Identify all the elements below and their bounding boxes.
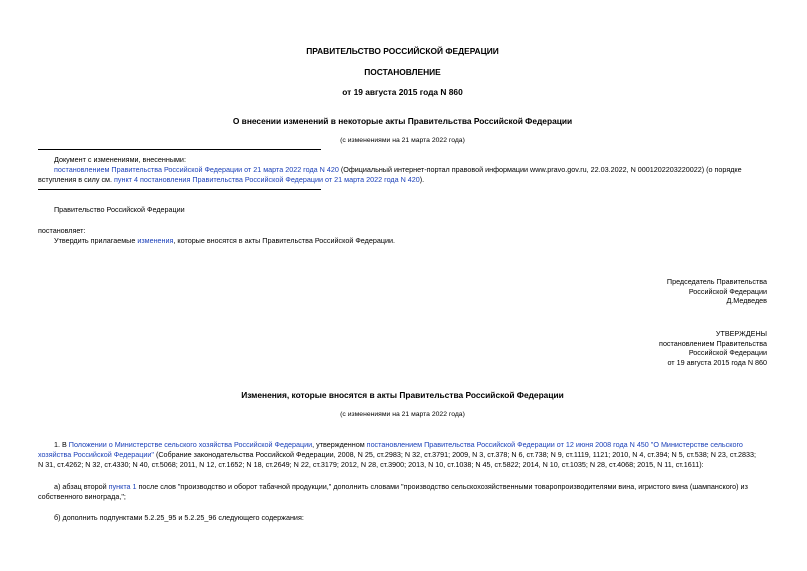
signature-block: [567, 277, 767, 306]
signature-line-3: Д.Медведев: [726, 296, 767, 306]
changes-title: Изменения, которые вносятся в акты Правительства Российской Федерации: [241, 390, 564, 400]
header-date: от 19 августа 2015 года N 860: [342, 87, 463, 97]
approve-text: Утвердить прилагаемые изменения, которые вносятся в акты Правительства Российской Федерации.: [54, 236, 395, 245]
divider-bottom: [38, 189, 321, 190]
changes-line-2: вступления в силу см. пункт 4 постановления Правительства Российской Федерации от 21 марта 2022 года N 420).: [38, 175, 425, 184]
link-decree-450[interactable]: постановлением Правительства Российской Федерации от 12 июня 2008 года N 450 "О Министерстве сельского: [366, 440, 743, 449]
signature-line-2: Российской Федерации: [688, 286, 767, 296]
item1-line-1: 1. В Положении о Министерстве сельского хозяйства Российской Федерации, утвержденном постановлением Правительства Российской Федерации от 12 июня 2008 года N 450 "О Министерстве сельского: [54, 440, 743, 449]
link-decree-450-cont[interactable]: хозяйства Российской Федерации": [38, 450, 154, 459]
item1-line-2: хозяйства Российской Федерации" (Собрание законодательства Российской Федерации, 2008, N 25, ст.2983; N 32, ст.3791; 2009, N 3, ст.378; N 6, ст.738; N 9, ст.1119, 1121; 2010, N 4, ст.394; N 5, ст.538; N 23, ст.2833;: [38, 450, 756, 459]
approved-line-2: постановлением Правительства: [659, 338, 767, 348]
approved-line-4: от 19 августа 2015 года N 860: [667, 357, 767, 367]
item-a-line-2: собственного винограда,";: [38, 492, 126, 501]
approved-line-3: Российской Федерации: [688, 348, 767, 358]
divider-top: [38, 149, 321, 150]
link-decree-420[interactable]: постановлением Правительства Российской Федерации от 21 марта 2022 года N 420: [54, 165, 339, 174]
changes-edition: (с изменениями на 21 марта 2022 года): [340, 411, 465, 418]
decides-text: постановляет:: [38, 226, 86, 235]
edition-note: (с изменениями на 21 марта 2022 года): [340, 137, 465, 144]
link-regulation-ministry[interactable]: Положении о Министерстве сельского хозяйства Российской Федерации: [68, 440, 313, 449]
item-b: б) дополнить подпунктами 5.2.25_95 и 5.2.25_96 следующего содержания:: [54, 513, 304, 522]
link-point-1[interactable]: пункта 1: [108, 482, 137, 491]
document-title: О внесении изменений в некоторые акты Правительства Российской Федерации: [232, 116, 573, 126]
header-doc-type: ПОСТАНОВЛЕНИЕ: [364, 67, 441, 77]
link-decree-420-point4[interactable]: пункт 4 постановления Правительства Российской Федерации от 21 марта 2022 года N 420: [114, 175, 420, 184]
item1-line-3: N 31, ст.4262; N 32, ст.4330; N 40, ст.5068; 2011, N 12, ст.1652; N 18, ст.2649; N 22, ст.3179; 2012, N 28, ст.3900; 2013, N 10, ст.1038; N 45, ст.5822; 2014, N 10, ст.1035; N 28, ст.4068; 2015, N 11, ст.1611):: [38, 460, 704, 469]
header-government: ПРАВИТЕЛЬСТВО РОССИЙСКОЙ ФЕДЕРАЦИИ: [306, 46, 499, 56]
government-name: Правительство Российской Федерации: [54, 205, 185, 214]
approved-block: [567, 329, 767, 367]
changes-line-1: постановлением Правительства Российской Федерации от 21 марта 2022 года N 420 (Официальный интернет-портал правовой информации www.pravo.gov.ru, 22.03.2022, N 0001202203220022) (о порядке: [54, 165, 742, 174]
item-a-line-1: а) абзац второй пункта 1 после слов "производство и оборот табачной продукции," дополнить словами "производство сельскохозяйственными товаропроизводителями вина, игристого вина (шампанского) из: [54, 482, 748, 491]
signature-line-1: Председатель Правительства: [666, 277, 767, 286]
approved-line-1: УТВЕРЖДЕНЫ: [715, 329, 767, 338]
changes-lead: Документ с изменениями, внесенными:: [54, 155, 186, 164]
link-changes[interactable]: изменения: [137, 236, 174, 245]
